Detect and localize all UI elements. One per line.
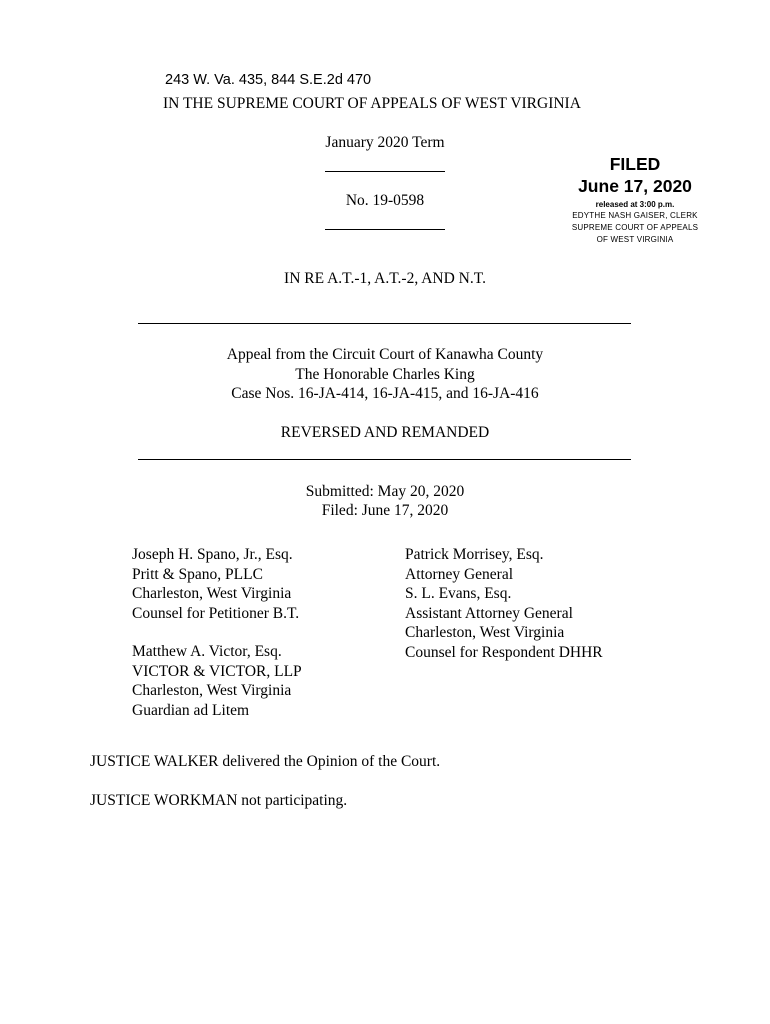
divider-rule [138,459,631,460]
submitted-date: Submitted: May 20, 2020 [305,483,465,500]
counsel-line: Guardian ad Litem [132,701,250,719]
counsel-line: Patrick Morrisey, Esq. [405,546,544,563]
counsel-line: Counsel for Petitioner B.T. [132,604,300,622]
counsel-line: Charleston, West Virginia [405,624,565,641]
stamp-court-line: OF WEST VIRGINIA [596,235,674,244]
counsel-line: Attorney General [405,565,514,583]
case-numbers: Case Nos. 16-JA-414, 16-JA-415, and 16-JA-416 [231,385,539,402]
disposition: REVERSED AND REMANDED [280,424,490,441]
respondent-counsel-block [405,545,603,662]
court-title: IN THE SUPREME COURT OF APPEALS OF WEST VIRGINIA [163,95,581,112]
stamp-clerk: EDYTHE NASH GAISER, CLERK [572,211,698,220]
term: January 2020 Term [325,134,445,151]
divider-rule [138,323,631,324]
case-caption: IN RE A.T.-1, A.T.-2, AND N.T. [284,270,486,287]
not-participating: JUSTICE WORKMAN not participating. [90,792,348,809]
counsel-line: Charleston, West Virginia [132,585,292,602]
counsel-line: S. L. Evans, Esq. [405,585,512,602]
counsel-line: Counsel for Respondent DHHR [405,643,603,661]
counsel-line: Assistant Attorney General [405,604,573,622]
divider-rule [325,229,445,230]
counsel-line: Joseph H. Spano, Jr., Esq. [132,546,293,563]
docket-number: No. 19-0598 [345,192,425,209]
stamp-filed: FILED [609,154,661,174]
judge: The Honorable Charles King [295,366,475,383]
stamp-court-line: SUPREME COURT OF APPEALS [571,223,699,232]
divider-rule [325,171,445,172]
counsel-line: VICTOR & VICTOR, LLP [132,662,302,680]
filed-date: Filed: June 17, 2020 [321,502,449,519]
guardian-counsel-block [132,642,302,720]
petitioner-counsel-block [132,545,299,623]
filed-stamp [560,153,710,246]
opinion-author: JUSTICE WALKER delivered the Opinion of the Court. [90,753,441,770]
stamp-release-time: released at 3:00 p.m. [595,200,675,209]
counsel-line: Pritt & Spano, PLLC [132,565,263,583]
appeal-from: Appeal from the Circuit Court of Kanawha County [226,346,544,363]
counsel-line: Charleston, West Virginia [132,682,292,699]
stamp-date: June 17, 2020 [578,176,692,196]
citation: 243 W. Va. 435, 844 S.E.2d 470 [165,72,372,88]
counsel-line: Matthew A. Victor, Esq. [132,643,282,660]
